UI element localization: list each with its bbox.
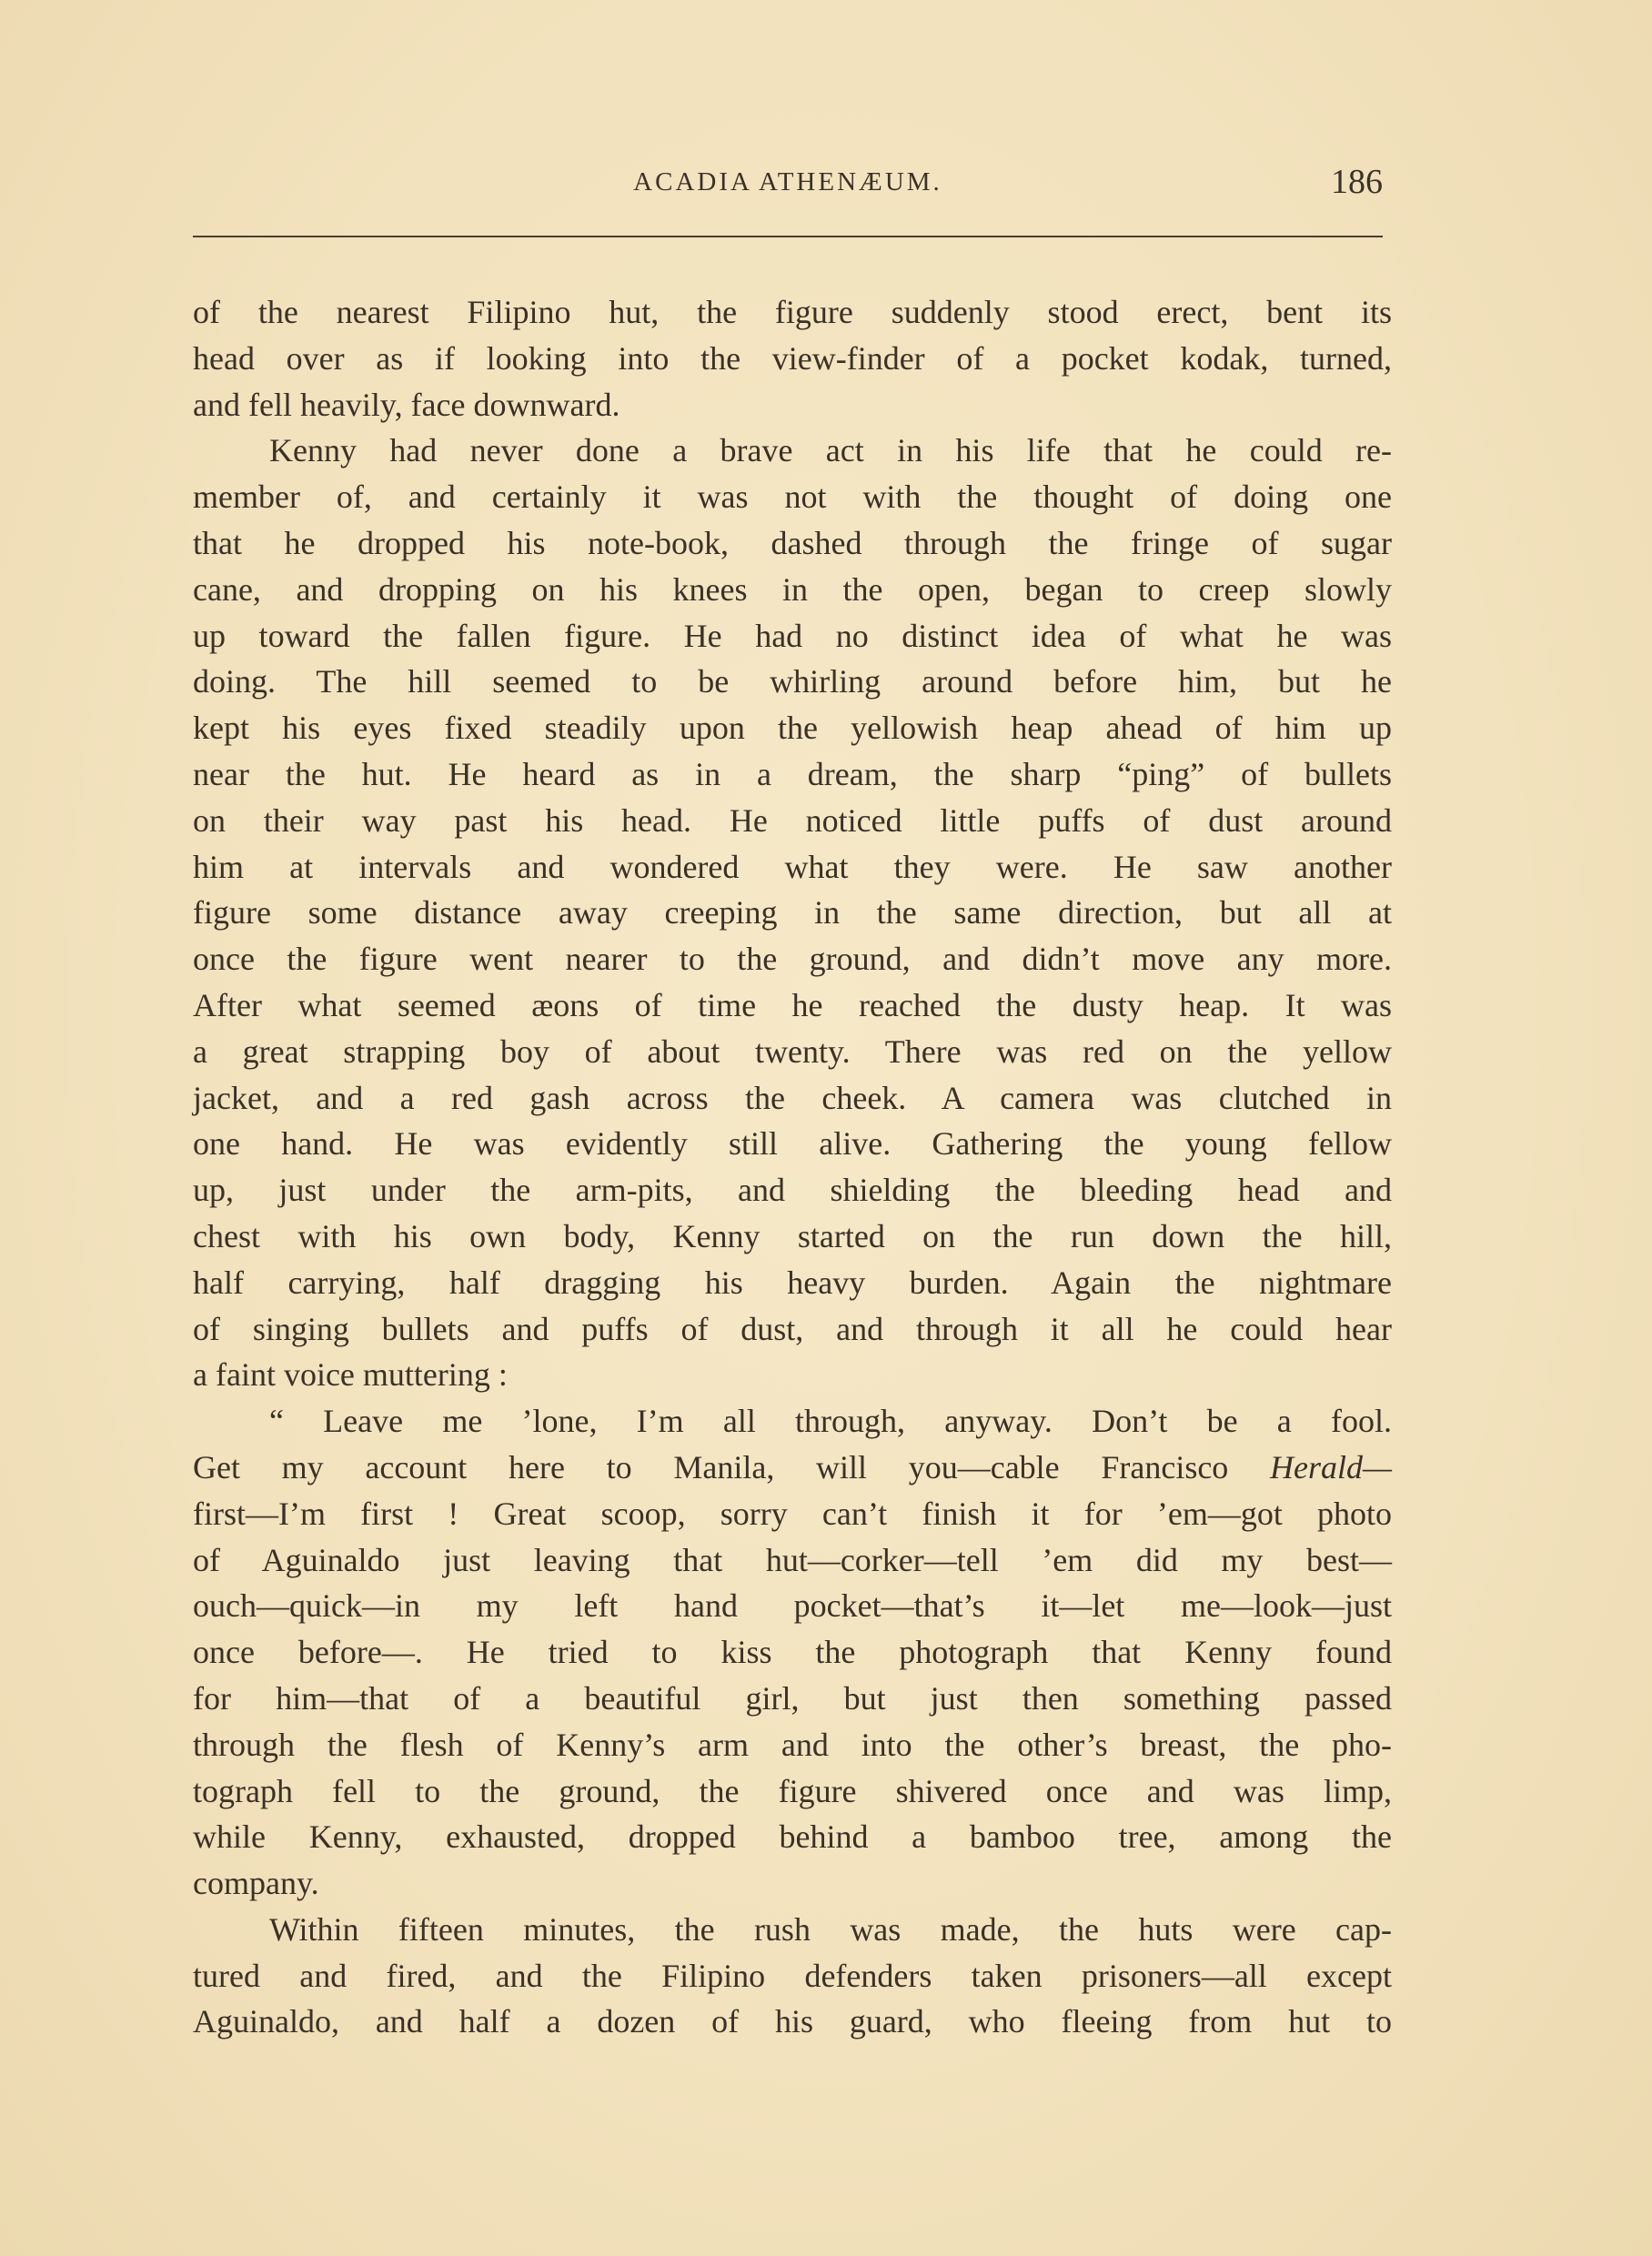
text-line: one hand. He was evidently still alive. Gathering the young fellow [193,1125,1392,1163]
text-line: him at intervals and wondered what they were. He saw another [193,848,1392,885]
text-line: first—I’m first ! Great scoop, sorry can’t finish it for ’em—got photo [193,1495,1392,1532]
text-line: once before—. He tried to kiss the photograph that Kenny found [193,1634,1392,1671]
text-line: kept his eyes fixed steadily upon the yellowish heap ahead of him up [193,710,1392,747]
page-number: 186 [1331,163,1383,201]
text-line: head over as if looking into the view-finder of a pocket kodak, turned, [193,339,1392,377]
text-line: that he dropped his note-book, dashed through the fringe of sugar [193,524,1392,561]
text-line: of the nearest Filipino hut, the figure suddenly stood erect, bent its [193,294,1392,330]
text-line: a faint voice muttering : [193,1356,508,1394]
text-line: cane, and dropping on his knees in the open, began to creep slowly [193,570,1392,608]
text-line: on their way past his head. He noticed little puffs of dust around [193,801,1392,839]
text-line: ouch—quick—in my left hand pocket—that’s it—let me—look—just [193,1587,1392,1625]
text-line: tured and fired, and the Filipino defenders taken prisoners—all except [193,1957,1392,1994]
text-line: figure some distance away creeping in the same direction, but all at [193,894,1392,932]
text-line-part: Get my account here to Manila, will you—cable Francisco [193,1448,1229,1486]
text-line: doing. The hill seemed to be whirling around before him, but he [193,663,1392,700]
text-line: near the hut. He heard as in a dream, the sharp “ping” of bullets [193,755,1392,792]
text-line: Within fifteen minutes, the rush was made, the huts were cap- [269,1910,1392,1948]
text-line: through the flesh of Kenny’s arm and into the other’s breast, the pho- [193,1726,1392,1763]
text-line: of Aguinaldo just leaving that hut—corker—tell ’em did my best— [193,1541,1392,1578]
text-line: After what seemed æons of time he reached the dusty heap. It was [193,986,1392,1023]
text-line: member of, and certainly it was not with the thought of doing one [193,478,1392,516]
text-line: of singing bullets and puffs of dust, and through it all he could hear [193,1310,1392,1347]
text-line: a great strapping boy of about twenty. There was red on the yellow [193,1032,1392,1070]
body-text [193,289,1392,2045]
text-line: half carrying, half dragging his heavy burden. Again the nightmare [193,1264,1392,1301]
text-line [193,1445,1392,1491]
header-rule [193,236,1383,237]
text-line: “ Leave me ’lone, I’m all through, anyway. Don’t be a fool. [269,1403,1392,1440]
text-line: once the figure went nearer to the ground, and didn’t move any more. [193,941,1392,978]
italic-word: Herald— [1270,1448,1393,1486]
text-line: jacket, and a red gash across the cheek. A camera was clutched in [193,1079,1392,1116]
text-line: chest with his own body, Kenny started on the run down the hill, [193,1217,1392,1254]
running-head [193,162,1383,202]
text-line: tograph fell to the ground, the figure shivered once and was limp, [193,1772,1392,1809]
text-line: while Kenny, exhausted, dropped behind a bamboo tree, among the [193,1818,1392,1856]
text-line: company. [193,1865,319,1902]
text-line: for him—that of a beautiful girl, but just then something passed [193,1679,1392,1717]
text-line: up, just under the arm-pits, and shielding the bleeding head and [193,1172,1392,1209]
text-line: up toward the fallen figure. He had no distinct idea of what he was [193,617,1392,654]
text-line: and fell heavily, face downward. [193,386,620,423]
text-line: Aguinaldo, and half a dozen of his guard, who fleeing from hut to [193,2003,1392,2040]
running-title: ACADIA ATHENÆUM. [633,167,942,196]
text-line: Kenny had never done a brave act in his life that he could re- [269,432,1392,469]
